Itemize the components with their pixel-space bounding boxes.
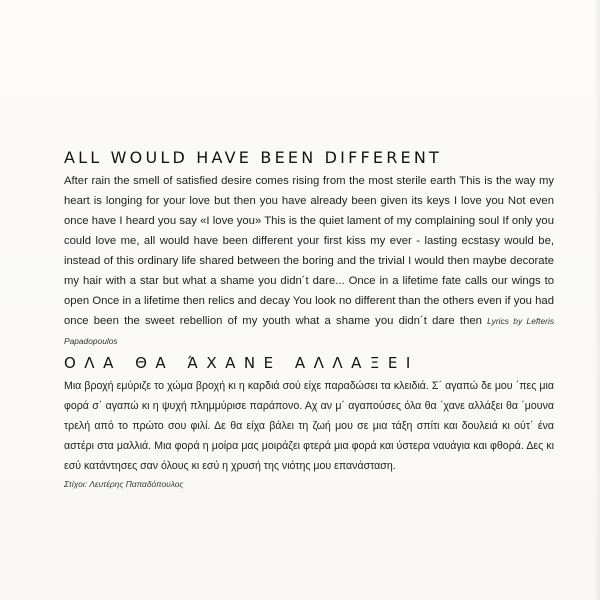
english-lyrics-text: After rain the smell of satisfied desire comes rising from the most sterile earth This is the way my heart is longing for your love but then you have already been given its keys I love you Not even once have I heard you say «I love you» This is the quiet lament of my complaining soul If only you could love me, all would have been different your first kiss my ever - lasting ecstasy would be, instead of this ordinary life shared between the boring and the trivial I would then maybe decorate my hair with a star but what a shame you didn´t dare... Once in a lifetime fate calls our wings to open Once in a lifetime then relics and decay You look no different than the others even if you had once been the sweet rebellion of my youth what a shame you didn´t dare then [64,175,554,327]
greek-song-title: ΟΛΑ ΘΑ ΆΧΑΝΕ ΑΛΛΑΞΕΙ [64,354,419,372]
greek-lyrics-credit: Στίχοι: Λευτέρης Παπαδόπουλος [64,479,184,489]
greek-lyrics: Μια βροχή εμύριζε το χώμα βροχή κι η καρδιά σού είχε παραδώσει τα κλειδιά. Σ΄ αγαπώ δε μου ΄πες μια φορά σ΄ αγαπώ κι η ψυχή πλημμύρισε παράπονο. Αχ αν μ΄ αγαπούσες όλα θα ΄χανε αλλάξει θα ΄μουνα τρελή από το πρώτο σου φιλί. Δε θα είχα βάλει τη ζωή μου σε μια τάξη σπίτι και δουλειά κι ούτ΄ ένα αστέρι στα μαλλιά. Μια φορά η μοίρα μας μοιράζει φτερά μια φορά και ύστερα ναυάγια και φθορά. Δες κι εσύ κατάντησες σαν όλους κι εσύ η χρυσή της νιότης μου επανάσταση. [64,380,554,472]
english-song-title: ALL WOULD HAVE BEEN DIFFERENT [64,148,442,167]
lyrics-content [64,148,554,492]
english-lyrics-credit: Lyrics by Lefteris Papadopoulos [64,316,555,346]
english-lyrics [64,171,554,351]
page-edge-shadow [594,0,600,600]
